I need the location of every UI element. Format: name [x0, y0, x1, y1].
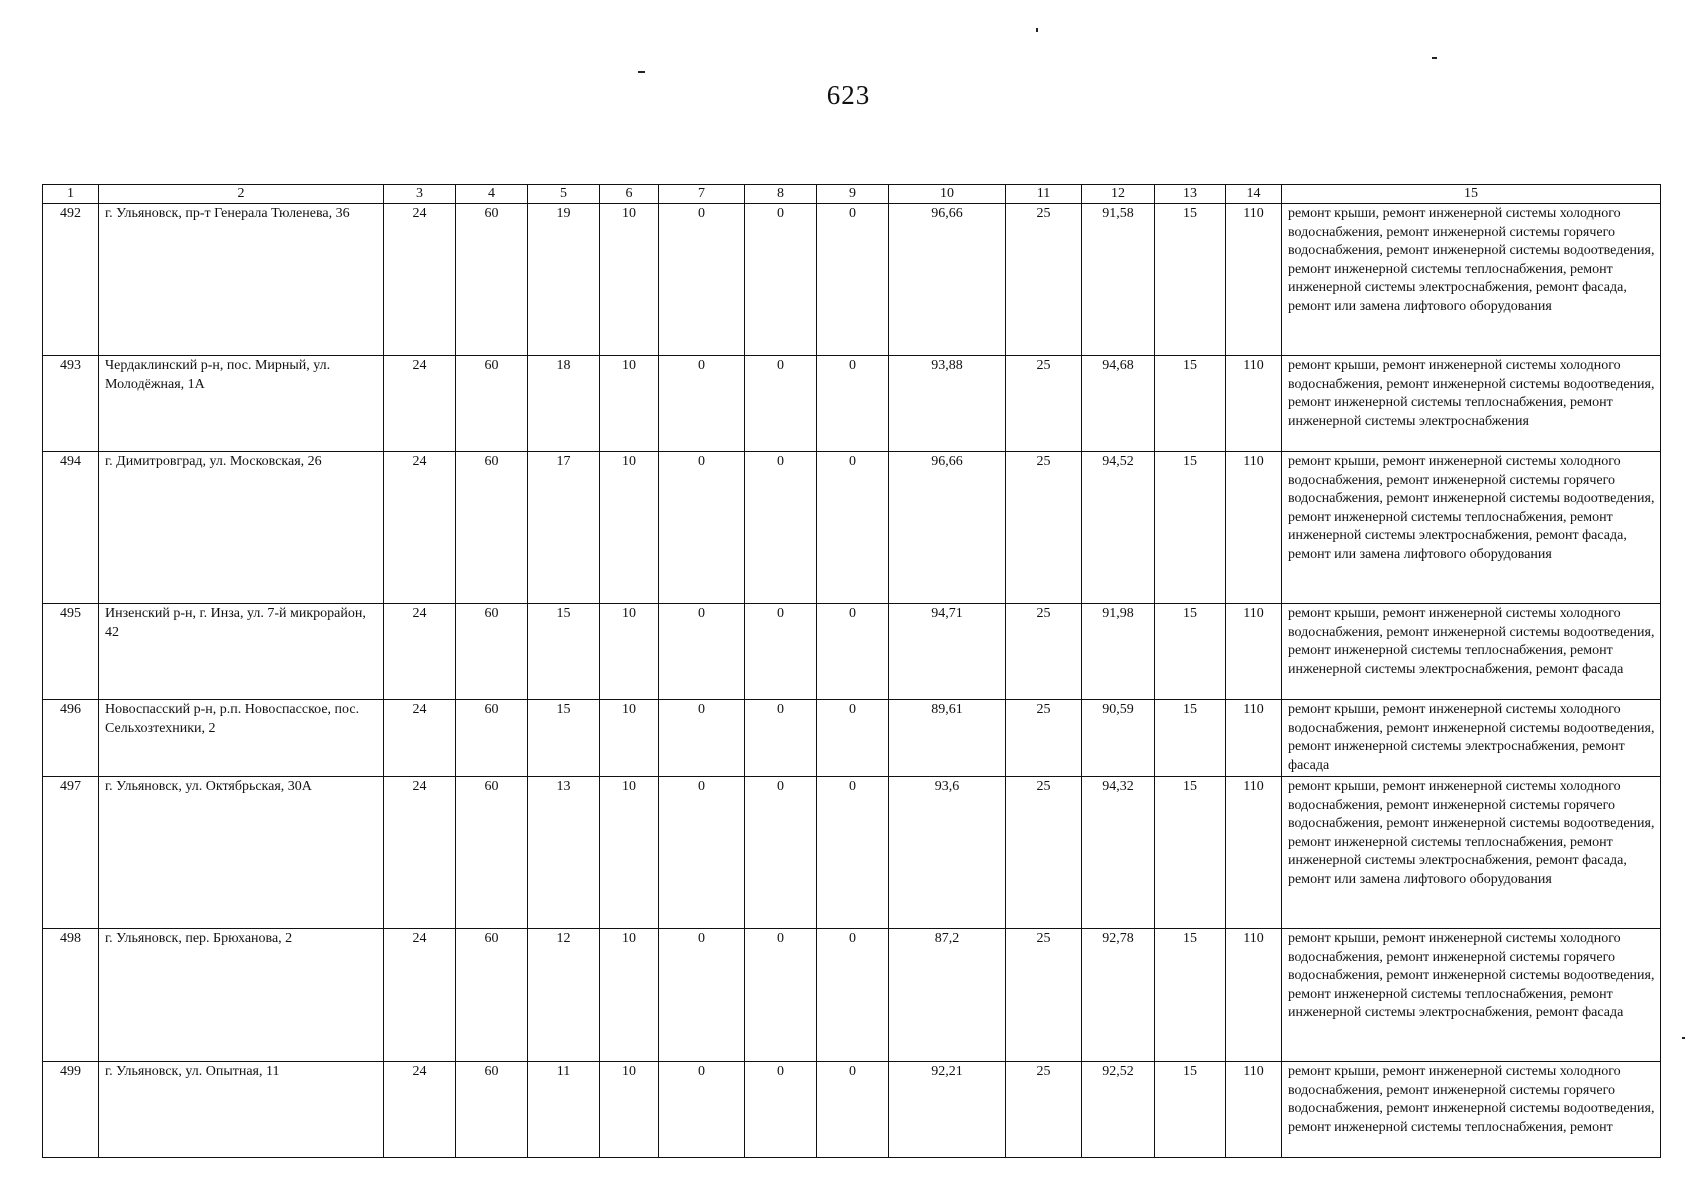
value-cell: 96,66 [889, 452, 1006, 604]
value-cell: 0 [817, 452, 889, 604]
value-cell: 92,52 [1082, 1062, 1155, 1158]
value-cell: 18 [528, 356, 600, 452]
scan-speck [1432, 57, 1437, 59]
value-cell: 24 [384, 604, 456, 700]
column-header: 10 [889, 185, 1006, 204]
address-cell: г. Ульяновск, ул. Опытная, 11 [99, 1062, 384, 1158]
value-cell: 15 [528, 700, 600, 777]
value-cell: 15 [1155, 452, 1226, 604]
table-row [43, 700, 1661, 777]
value-cell: 25 [1006, 777, 1082, 929]
value-cell: 60 [456, 1062, 528, 1158]
value-cell: 15 [1155, 929, 1226, 1062]
column-header: 11 [1006, 185, 1082, 204]
value-cell: 10 [600, 700, 659, 777]
value-cell: 0 [659, 777, 745, 929]
column-header: 9 [817, 185, 889, 204]
value-cell: 25 [1006, 700, 1082, 777]
value-cell: 10 [600, 204, 659, 356]
value-cell: 110 [1226, 777, 1282, 929]
value-cell: 0 [745, 700, 817, 777]
value-cell: 0 [745, 356, 817, 452]
works-cell: ремонт крыши, ремонт инженерной системы холодного водоснабжения, ремонт инженерной системы горячего водоснабжения, ремонт инженерной системы водоотведения, ремонт инженерной системы теплоснабжения, ремонт инженерной системы электроснабжения, ремонт фасада, ремонт или замена лифтового оборудования [1282, 777, 1661, 929]
value-cell: 15 [528, 604, 600, 700]
column-header: 2 [99, 185, 384, 204]
value-cell: 0 [817, 604, 889, 700]
value-cell: 96,66 [889, 204, 1006, 356]
column-header: 15 [1282, 185, 1661, 204]
value-cell: 110 [1226, 929, 1282, 1062]
value-cell: 25 [1006, 204, 1082, 356]
value-cell: 15 [1155, 604, 1226, 700]
value-cell: 93,88 [889, 356, 1006, 452]
column-header: 13 [1155, 185, 1226, 204]
value-cell: 24 [384, 452, 456, 604]
value-cell: 94,68 [1082, 356, 1155, 452]
works-cell: ремонт крыши, ремонт инженерной системы холодного водоснабжения, ремонт инженерной системы горячего водоснабжения, ремонт инженерной системы водоотведения, ремонт инженерной системы теплоснабжения, ремонт [1282, 1062, 1661, 1158]
value-cell: 15 [1155, 777, 1226, 929]
row-number: 498 [43, 929, 99, 1062]
column-header: 7 [659, 185, 745, 204]
value-cell: 110 [1226, 1062, 1282, 1158]
value-cell: 24 [384, 1062, 456, 1158]
column-header: 4 [456, 185, 528, 204]
column-number-row [43, 185, 1661, 204]
value-cell: 0 [817, 777, 889, 929]
value-cell: 89,61 [889, 700, 1006, 777]
address-cell: Инзенский р-н, г. Инза, ул. 7-й микрорайон, 42 [99, 604, 384, 700]
value-cell: 94,71 [889, 604, 1006, 700]
column-header: 8 [745, 185, 817, 204]
value-cell: 92,78 [1082, 929, 1155, 1062]
value-cell: 13 [528, 777, 600, 929]
table-row [43, 929, 1661, 1062]
value-cell: 0 [659, 452, 745, 604]
row-number: 496 [43, 700, 99, 777]
value-cell: 24 [384, 356, 456, 452]
scan-speck [1036, 28, 1038, 32]
value-cell: 25 [1006, 604, 1082, 700]
row-number: 499 [43, 1062, 99, 1158]
table-row [43, 777, 1661, 929]
value-cell: 25 [1006, 1062, 1082, 1158]
value-cell: 25 [1006, 929, 1082, 1062]
column-header: 12 [1082, 185, 1155, 204]
row-number: 493 [43, 356, 99, 452]
value-cell: 94,32 [1082, 777, 1155, 929]
works-cell: ремонт крыши, ремонт инженерной системы холодного водоснабжения, ремонт инженерной системы горячего водоснабжения, ремонт инженерной системы водоотведения, ремонт инженерной системы теплоснабжения, ремонт инженерной системы электроснабжения, ремонт фасада, ремонт или замена лифтового оборудования [1282, 204, 1661, 356]
value-cell: 11 [528, 1062, 600, 1158]
value-cell: 110 [1226, 204, 1282, 356]
column-header: 3 [384, 185, 456, 204]
value-cell: 10 [600, 929, 659, 1062]
column-header: 1 [43, 185, 99, 204]
value-cell: 0 [817, 700, 889, 777]
value-cell: 90,59 [1082, 700, 1155, 777]
value-cell: 24 [384, 700, 456, 777]
value-cell: 0 [745, 204, 817, 356]
value-cell: 60 [456, 777, 528, 929]
value-cell: 24 [384, 777, 456, 929]
address-cell: Новоспасский р-н, р.п. Новоспасское, пос. Сельхозтехники, 2 [99, 700, 384, 777]
table-row [43, 204, 1661, 356]
column-header: 14 [1226, 185, 1282, 204]
value-cell: 0 [817, 1062, 889, 1158]
value-cell: 15 [1155, 1062, 1226, 1158]
value-cell: 110 [1226, 604, 1282, 700]
row-number: 492 [43, 204, 99, 356]
address-cell: г. Ульяновск, ул. Октябрьская, 30А [99, 777, 384, 929]
works-cell: ремонт крыши, ремонт инженерной системы холодного водоснабжения, ремонт инженерной системы водоотведения, ремонт инженерной системы электроснабжения, ремонт фасада [1282, 700, 1661, 777]
value-cell: 0 [659, 204, 745, 356]
value-cell: 60 [456, 204, 528, 356]
works-cell: ремонт крыши, ремонт инженерной системы холодного водоснабжения, ремонт инженерной системы горячего водоснабжения, ремонт инженерной системы водоотведения, ремонт инженерной системы теплоснабжения, ремонт инженерной системы электроснабжения, ремонт фасада, ремонт или замена лифтового оборудования [1282, 452, 1661, 604]
row-number: 497 [43, 777, 99, 929]
page-number: 623 [826, 80, 871, 110]
value-cell: 25 [1006, 356, 1082, 452]
value-cell: 15 [1155, 700, 1226, 777]
value-cell: 0 [659, 604, 745, 700]
value-cell: 0 [817, 356, 889, 452]
row-number: 495 [43, 604, 99, 700]
value-cell: 10 [600, 452, 659, 604]
value-cell: 91,58 [1082, 204, 1155, 356]
value-cell: 0 [745, 604, 817, 700]
works-cell: ремонт крыши, ремонт инженерной системы холодного водоснабжения, ремонт инженерной системы горячего водоснабжения, ремонт инженерной системы водоотведения, ремонт инженерной системы теплоснабжения, ремонт инженерной системы электроснабжения, ремонт фасада [1282, 929, 1661, 1062]
value-cell: 19 [528, 204, 600, 356]
value-cell: 12 [528, 929, 600, 1062]
value-cell: 110 [1226, 700, 1282, 777]
table-row [43, 452, 1661, 604]
works-cell: ремонт крыши, ремонт инженерной системы холодного водоснабжения, ремонт инженерной системы водоотведения, ремонт инженерной системы теплоснабжения, ремонт инженерной системы электроснабжения, ремонт фасада [1282, 604, 1661, 700]
value-cell: 110 [1226, 452, 1282, 604]
table-row [43, 1062, 1661, 1158]
value-cell: 60 [456, 452, 528, 604]
value-cell: 0 [745, 929, 817, 1062]
address-cell: г. Димитровград, ул. Московская, 26 [99, 452, 384, 604]
value-cell: 15 [1155, 204, 1226, 356]
value-cell: 0 [659, 700, 745, 777]
value-cell: 10 [600, 356, 659, 452]
value-cell: 60 [456, 700, 528, 777]
value-cell: 25 [1006, 452, 1082, 604]
value-cell: 15 [1155, 356, 1226, 452]
value-cell: 0 [659, 356, 745, 452]
repair-program-table [42, 184, 1661, 1158]
value-cell: 17 [528, 452, 600, 604]
value-cell: 92,21 [889, 1062, 1006, 1158]
value-cell: 24 [384, 204, 456, 356]
column-header: 5 [528, 185, 600, 204]
value-cell: 60 [456, 929, 528, 1062]
value-cell: 110 [1226, 356, 1282, 452]
value-cell: 0 [745, 452, 817, 604]
value-cell: 0 [659, 1062, 745, 1158]
table-row [43, 604, 1661, 700]
address-cell: г. Ульяновск, пер. Брюханова, 2 [99, 929, 384, 1062]
value-cell: 10 [600, 1062, 659, 1158]
value-cell: 91,98 [1082, 604, 1155, 700]
value-cell: 24 [384, 929, 456, 1062]
row-number: 494 [43, 452, 99, 604]
value-cell: 10 [600, 604, 659, 700]
value-cell: 0 [817, 929, 889, 1062]
value-cell: 93,6 [889, 777, 1006, 929]
value-cell: 60 [456, 604, 528, 700]
works-cell: ремонт крыши, ремонт инженерной системы холодного водоснабжения, ремонт инженерной системы водоотведения, ремонт инженерной системы теплоснабжения, ремонт инженерной системы электроснабжения [1282, 356, 1661, 452]
value-cell: 94,52 [1082, 452, 1155, 604]
table-row [43, 356, 1661, 452]
column-header: 6 [600, 185, 659, 204]
value-cell: 0 [659, 929, 745, 1062]
value-cell: 87,2 [889, 929, 1006, 1062]
value-cell: 0 [745, 777, 817, 929]
address-cell: Чердаклинский р-н, пос. Мирный, ул. Молодёжная, 1А [99, 356, 384, 452]
value-cell: 10 [600, 777, 659, 929]
scan-speck [638, 71, 645, 73]
scan-speck [1682, 1037, 1685, 1039]
address-cell: г. Ульяновск, пр-т Генерала Тюленева, 36 [99, 204, 384, 356]
value-cell: 0 [817, 204, 889, 356]
value-cell: 60 [456, 356, 528, 452]
value-cell: 0 [745, 1062, 817, 1158]
